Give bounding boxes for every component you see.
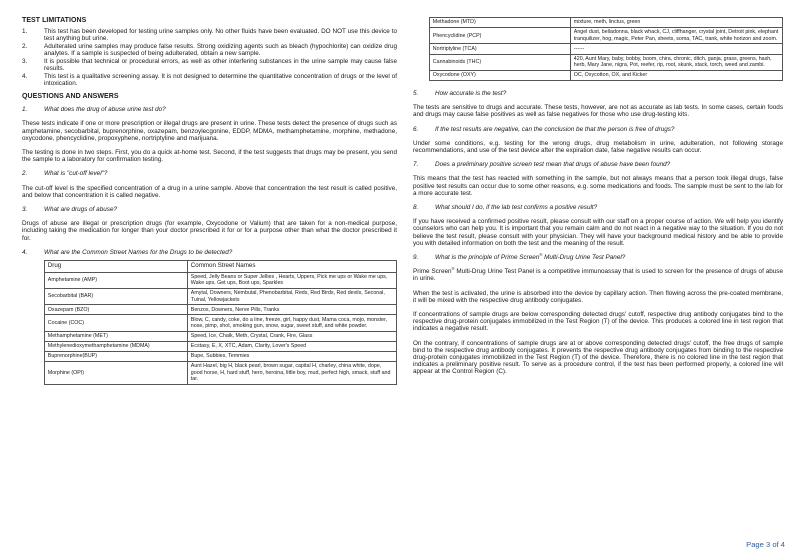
street-names-table-continued	[429, 17, 783, 81]
registered-mark: ®	[451, 266, 455, 272]
limitation-item: 1. This test has been developed for testing urine samples only. No other fluids have been evaluated. DO NOT use this device to test anything but urine.	[22, 28, 397, 43]
answer-1b: The testing is done in two steps. First, you do a quick at-home test. Second, if the test suggests that drugs may be present, you send the sample to a laboratory for confirmation testing.	[22, 149, 397, 164]
table-row: Phencyclidine (PCP) Angel dust, belladonna, black whack, CJ, cliffhanger, crystal joint, Detroit pink, elephant tranquilizer, hog, magic, Peter Pan, sheets, soma, TAC, trank, white horizon and zoom.	[430, 28, 783, 44]
question-7: 7. Does a preliminary positive screen test mean that drugs of abuse have been found?	[413, 161, 671, 169]
question-4: 4. What are the Common Street Names for the Drugs to be detected?	[22, 248, 233, 256]
question-3: 3. What are drugs of abuse?	[22, 206, 117, 214]
table-row: Cocaine (COC) Blow, C, candy, coke, do a line, freeze, girl, happy dust, Mama coca, mojo, monster, nose, pimp, shot, smoking gun, snow, sugar, sweet stuff, and white powder.	[45, 315, 397, 331]
answer-9-intro: Prime Screen® Multi-Drug Urine Test Panel is a competitive immunoassay that is used to screen for the presence of drugs of abuse in urine.	[413, 266, 783, 283]
limitations-heading: TEST LIMITATIONS	[22, 17, 87, 24]
page-number: Page 3 of 4	[746, 539, 785, 549]
question-2: 2. What is "cut-off level"?	[22, 170, 108, 178]
answer-5: The tests are sensitive to drugs and accurate. These tests, however, are not as accurate as lab tests. In some cases, certain foods and drugs may cause false positives as well as false negatives for those who use drug-testing kits.	[413, 104, 783, 119]
column-header: Drug	[45, 261, 188, 272]
question-1: 1. What does the drug of abuse urine test do?	[22, 106, 166, 114]
question-5: 5. How accurate is the test?	[413, 89, 507, 97]
question-9: 9. What is the principle of Prime Screen® Multi-Drug Urine Test Panel?	[413, 251, 626, 262]
table-row: Methamphetamine (MET) Speed, Ice, Chalk, Meth, Crystal, Crank, Fire, Glass	[45, 331, 397, 341]
table-row: Morphine (OPI) Aunt Hazel, big H, black pearl, brown sugar, capital H, charley, china white, dope, good horse, H, hard stuff, hero, heroina, little boy, mud, perfect high, smack, stuff and tar.	[45, 361, 397, 384]
answer-3: Drugs of abuse are illegal or prescription drugs (for example, Oxycodone or Valium) that are taken for a non-medical purpose, including taking the medication for longer than your doctor prescribed it for or for a purpose other than what the doctor prescribed it for.	[22, 220, 397, 242]
answer-6: Under some conditions, e.g. testing for the wrong drugs, drug metabolism in urine, adulteration, not following storage recommendations, and use of the test device after the expiration date, false negative results can occur.	[413, 139, 783, 154]
qa-heading: QUESTIONS AND ANSWERS	[22, 93, 119, 100]
limitation-item: 2. Adulterated urine samples may produce false results. Strong oxidizing agents such as bleach (hypochlorite) can oxidize drug analytes. If a sample is suspected of being adulterated, obtain a new sample.	[22, 43, 397, 58]
table-row: Cannabinoids (THC) 420, Aunt Mary, baby, bobby, boom, chira, chronic, ditch, ganja, grass, greens, hash, herb, Mary Jane, nigra, Pot, reefer, rip, root, skunk, stack, torch, weed and zambi.	[430, 54, 783, 70]
answer-9b: If concentrations of sample drugs are below corresponding detected drugs' cutoff, respective drug antibody conjugates bind to the respective drug-protein conjugates immobilized in the Test Region (T) of the device. This produces a colored line in test region that indicates a negative result.	[413, 311, 783, 333]
table-row: Secobarbital (BAR) Amytal, Downers, Nembutal, Phenobarbital, Reds, Red Birds, Red devils, Seconal, Tuinal, Yellowjackets	[45, 288, 397, 304]
street-names-table-continued-wrap	[429, 17, 783, 81]
column-header: Common Street Names	[188, 261, 397, 272]
answer-2: The cut-off level is the specified concentration of a drug in a urine sample. Above that concentration the test result is called positive, and below that concentration it is called negative.	[22, 184, 397, 199]
table-row: Oxazepam (BZO) Benzos, Downers, Nerve Pills, Tranks	[45, 305, 397, 315]
table-row: Amphetamine (AMP) Speed, Jelly Beans or Super Jellies , Hearts, Uppers, Pick me ups or Wake me ups, Wake ups, Get ups, Boot ups, Sparkles	[45, 272, 397, 288]
street-names-table-wrap	[44, 260, 397, 385]
limitation-item: 4. This test is a qualitative screening assay. It is not designed to determine the quantitative concentration of drugs or the level of intoxication.	[22, 72, 397, 87]
table-row: Methylenedioxymethamphetamine (MDMA) Ecstasy, E, X, XTC, Adam, Clarity, Lover's Speed	[45, 341, 397, 351]
question-6: 6. If the test results are negative, can the conclusion be that the person is free of drugs?	[413, 125, 675, 133]
limitations-list	[22, 28, 397, 87]
right-column	[413, 0, 783, 376]
table-header-row	[45, 261, 397, 272]
registered-mark: ®	[539, 251, 543, 257]
answer-9a: When the test is activated, the urine is absorbed into the device by capillary action. Then flowing across the pre-coated membrane, it will be mixed with the respective drug antibody conjugates.	[413, 289, 783, 304]
answer-8: If you have received a confirmed positive result, please consult with our staff on a proper course of action. We will help you identify counselors who can help you. It is important that you remain calm and do not react in a negative way to the situation. If you do not believe the test result, please consult with your physician. They will have your background medical history and be able to provide you with detailed information on both the test and the meaning of the result.	[413, 218, 783, 247]
street-names-table	[44, 260, 397, 385]
table-row: Oxycodone (OXY) OC, Oxycotton, OX, and Kicker	[430, 70, 783, 80]
limitation-item: 3. It is possible that technical or procedural errors, as well as other interfering substances in the urine sample may cause false results.	[22, 57, 397, 72]
left-column	[22, 0, 397, 385]
question-8: 8. What should I do, if the lab test confirms a positive result?	[413, 204, 598, 212]
table-row: Buprenorphine(BUP) Bupe, Subbies, Temmies	[45, 351, 397, 361]
table-row: Methadone (MTD) mixture, meth, linctus, green	[430, 18, 783, 28]
answer-1a: These tests indicate if one or more prescription or illegal drugs are present in urine. These tests detect the presence of drugs such as amphetamine, secobarbital, buprenorphine, oxazepam, benzoylecgonine, EDDP, MDMA, methamphetamine, morphine, methadone, oxycodone, phencyclidine, propoxyphene, nortriptyline and marijuana.	[22, 120, 397, 142]
answer-9c: On the contrary, if concentrations of sample drugs are at or above corresponding detected drugs' cutoff, the free drugs of sample bind to the respective drug antibody conjugates. It prevents the respective drug antibody conjugates from binding to the respective drug-protein conjugates immobilized in the Test Region (T) of the device. Therefore, there is no colored line in the test region that indicates a preliminary positive result. To serve as a procedure control, if the test has been performed properly, a colored line will appear at the Control Region (C).	[413, 339, 783, 376]
table-row: Nortriptyline (TCA) ------	[430, 44, 783, 54]
answer-7: This means that the test has reacted with something in the sample, but not always means that a person took illegal drugs, false positive test results can occur due to some other reasons, e.g. some medications and foods. The sample must be sent to the lab for a more accurate test.	[413, 175, 783, 197]
